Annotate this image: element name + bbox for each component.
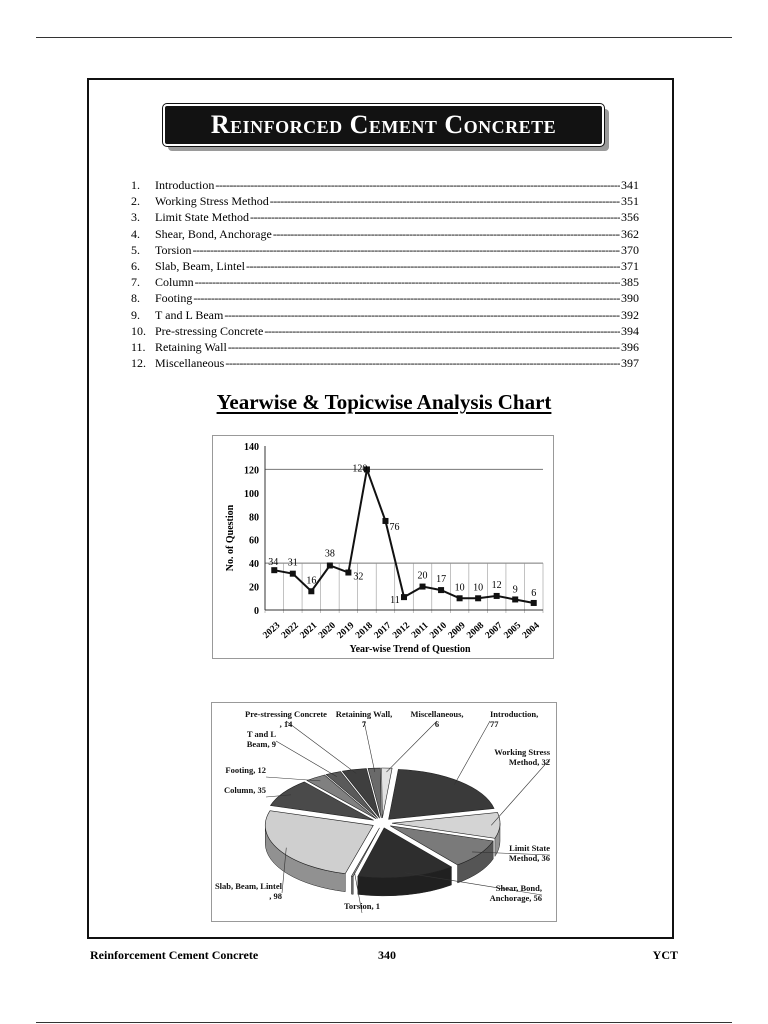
toc-item: [131, 323, 639, 339]
x-tick-label: 2021: [298, 620, 320, 641]
pie-slice-label-line: T and L: [246, 729, 276, 739]
data-label: 120: [352, 463, 368, 475]
toc-item-title: Shear, Bond, Anchorage: [155, 226, 272, 241]
data-label: 10: [473, 582, 484, 594]
toc-item-page: 392: [621, 307, 639, 322]
data-label: 17: [436, 574, 447, 586]
section-heading: Yearwise & Topicwise Analysis Chart: [216, 390, 552, 414]
data-label: 16: [306, 575, 317, 587]
toc-item: [131, 177, 639, 193]
y-tick-label: 80: [249, 512, 259, 524]
pie-slice-label-line: , 14: [279, 719, 293, 729]
data-point: [475, 595, 481, 601]
line-chart: [212, 435, 554, 659]
toc-item: [131, 258, 639, 274]
pie-slice-label-line: Anchorage, 56: [489, 893, 542, 903]
pie-slice-label-line: Method, 32: [508, 757, 550, 767]
data-label: 11: [390, 595, 400, 607]
footer-book-title: Reinforcement Cement Concrete: [90, 948, 259, 962]
toc-item-number: 3.: [131, 210, 140, 225]
toc-item-page: 370: [621, 242, 639, 257]
pie-slice-label-line: 7: [361, 719, 367, 729]
pie-slice-label-line: Footing, 12: [225, 765, 266, 775]
toc-item-number: 2.: [131, 194, 140, 209]
pie-slice-label: [490, 709, 538, 729]
toc-item-page: 390: [621, 291, 639, 306]
pie-slice-label-line: Introduction,: [490, 709, 539, 719]
x-tick-label: 2011: [410, 620, 431, 641]
x-tick-label: 2022: [279, 620, 301, 641]
toc-item-number: 5.: [131, 242, 140, 257]
y-tick-label: 20: [249, 582, 259, 594]
toc-dot-leader: [215, 177, 620, 193]
pie-slice-label-line: Limit State: [509, 843, 550, 853]
toc-item-number: 9.: [131, 307, 140, 322]
toc-item-number: 6.: [131, 258, 140, 273]
x-tick-label: 2004: [520, 620, 542, 641]
x-tick-label: 2019: [335, 620, 357, 641]
x-tick-label: 2009: [446, 620, 468, 641]
toc-item-number: 7.: [131, 275, 140, 290]
data-label: 20: [417, 570, 428, 582]
toc-item-page: 341: [621, 178, 639, 192]
toc-item: [131, 274, 639, 290]
x-tick-label: 2010: [428, 620, 450, 641]
toc-dot-leader: [228, 339, 620, 355]
x-tick-label: 2023: [261, 620, 283, 641]
pie-chart: [211, 702, 557, 922]
pie-slice-label-line: Beam, 9: [246, 739, 276, 749]
toc-item-number: 11.: [131, 339, 146, 354]
x-tick-label: 2005: [502, 620, 524, 641]
footer-page-number: 340: [378, 948, 396, 962]
pie-slice-side: [351, 876, 353, 894]
pie-slice-label: [247, 729, 277, 749]
data-point: [420, 584, 426, 590]
line-chart-canvas: [213, 436, 553, 658]
y-axis-title: No. of Question: [225, 504, 236, 572]
pie-slice-label-line: Method, 36: [508, 853, 550, 863]
toc-dot-leader: [270, 193, 620, 209]
toc-item-title: Working Stress Method: [155, 194, 269, 209]
toc-item: [131, 307, 639, 323]
toc-item-page: 396: [621, 339, 639, 354]
toc-item-title: Slab, Beam, Lintel: [155, 258, 245, 273]
pie-leader-line: [286, 721, 356, 773]
data-point: [512, 596, 518, 602]
toc-item-title: Footing: [155, 291, 193, 306]
toc-item: [131, 193, 639, 209]
bottom-rule: [36, 1022, 732, 1023]
data-label: 31: [287, 557, 298, 569]
x-tick-label: 2012: [391, 620, 413, 641]
pie-slice-label: [490, 883, 542, 903]
data-label: 34: [268, 557, 279, 569]
data-point: [290, 571, 296, 577]
toc-item-title: Limit State Method: [155, 210, 249, 225]
toc-item: [131, 355, 639, 371]
toc-item-number: 1.: [131, 178, 140, 192]
toc-item-number: 10.: [131, 323, 146, 338]
toc-item-title: Column: [155, 275, 194, 290]
toc-dot-leader: [193, 290, 620, 306]
pie-slice-label-line: Retaining Wall,: [335, 709, 393, 719]
data-point: [531, 600, 537, 606]
pie-slice-label: [410, 709, 463, 729]
pie-leader-line: [276, 741, 337, 777]
toc-item-number: 12.: [131, 356, 146, 371]
data-point: [401, 594, 407, 600]
toc-item-page: 397: [621, 356, 639, 371]
pie-slice-label-line: 77: [490, 719, 499, 729]
toc-item-page: 394: [621, 323, 639, 338]
data-label: 10: [454, 582, 465, 594]
table-of-contents: [131, 177, 639, 371]
pie-slice-label: [245, 709, 327, 729]
pie-slice-label: [494, 747, 551, 767]
toc-item-title: Torsion: [155, 242, 192, 257]
toc-item: [131, 339, 639, 355]
toc-item-page: 356: [621, 210, 639, 225]
pie-slice-label-line: Torsion, 1: [343, 901, 381, 911]
toc-dot-leader: [225, 355, 620, 371]
data-point: [438, 587, 444, 593]
pie-slice-label-line: Miscellaneous,: [410, 709, 464, 719]
toc-dot-leader: [273, 226, 620, 242]
pie-leader-line: [491, 759, 550, 825]
toc-item-title: T and L Beam: [155, 307, 224, 322]
toc-item-title: Miscellaneous: [155, 356, 225, 371]
toc-item-page: 351: [621, 194, 639, 209]
pie-slice-label-line: Column, 35: [223, 785, 266, 795]
pie-slice: [389, 769, 494, 819]
toc-item: [131, 242, 639, 258]
toc-dot-leader: [195, 274, 620, 290]
x-axis-title: Year-wise Trend of Question: [349, 644, 471, 655]
pie-leader-line: [454, 721, 490, 785]
data-point: [494, 593, 500, 599]
toc-item: [131, 209, 639, 225]
toc-dot-leader: [193, 242, 621, 258]
toc-dot-leader: [250, 209, 620, 225]
data-label: 76: [389, 521, 400, 533]
pie-slice-label: [344, 901, 380, 911]
data-label: 9: [512, 584, 518, 596]
x-tick-label: 2020: [317, 620, 338, 641]
x-tick-label: 2008: [465, 620, 487, 641]
pie-slice-label-line: , 98: [269, 891, 282, 901]
footer-publisher: YCT: [652, 948, 678, 962]
toc-item-page: 371: [621, 258, 639, 273]
page-title: Reinforced Cement Concrete: [210, 110, 557, 139]
x-tick-label: 2018: [354, 620, 375, 641]
toc-dot-leader: [246, 258, 620, 274]
data-label: 38: [324, 548, 335, 560]
y-tick-label: 40: [249, 559, 259, 571]
data-label: 32: [353, 571, 364, 583]
y-tick-label: 120: [244, 465, 259, 477]
pie-slice-label: [509, 843, 550, 863]
toc-dot-leader: [224, 307, 620, 323]
y-tick-label: 140: [244, 442, 259, 453]
y-tick-label: 0: [254, 606, 259, 617]
page-footer: [90, 948, 678, 964]
data-point: [345, 570, 351, 576]
top-rule: [36, 37, 732, 38]
pie-slice-label: [215, 881, 283, 901]
toc-item: [131, 290, 639, 306]
pie-slice-label-line: 6: [434, 719, 440, 729]
toc-item-page: 362: [621, 226, 639, 241]
toc-item-number: 8.: [131, 291, 140, 306]
data-label: 12: [491, 579, 502, 591]
data-point: [457, 595, 463, 601]
toc-item-number: 4.: [131, 226, 140, 241]
pie-slice-label-line: Pre-stressing Concrete: [245, 709, 327, 719]
pie-chart-canvas: [212, 703, 556, 921]
pie-slice-label-line: Slab, Beam, Lintel: [214, 881, 282, 891]
toc-item-title: Introduction: [155, 178, 215, 192]
title-banner: [163, 104, 604, 146]
toc-item: [131, 226, 639, 242]
pie-slice-label-line: Shear, Bond,: [495, 883, 542, 893]
data-point: [308, 588, 314, 594]
y-tick-label: 100: [244, 488, 259, 500]
data-label: 6: [531, 587, 537, 599]
pie-leader-line: [386, 719, 440, 772]
toc-item-title: Retaining Wall: [155, 339, 227, 354]
toc-item-title: Pre-stressing Concrete: [155, 323, 264, 338]
pie-slice-label: [224, 785, 266, 795]
pie-slice-label: [225, 765, 266, 775]
data-point: [382, 518, 388, 524]
x-tick-label: 2017: [372, 620, 394, 641]
pie-slice-label-line: Working Stress: [494, 747, 550, 757]
x-tick-label: 2007: [483, 620, 505, 641]
y-tick-label: 60: [249, 535, 259, 547]
pie-slice-label: [336, 709, 393, 729]
toc-item-page: 385: [621, 275, 639, 290]
data-point: [327, 562, 333, 568]
toc-dot-leader: [264, 323, 620, 339]
